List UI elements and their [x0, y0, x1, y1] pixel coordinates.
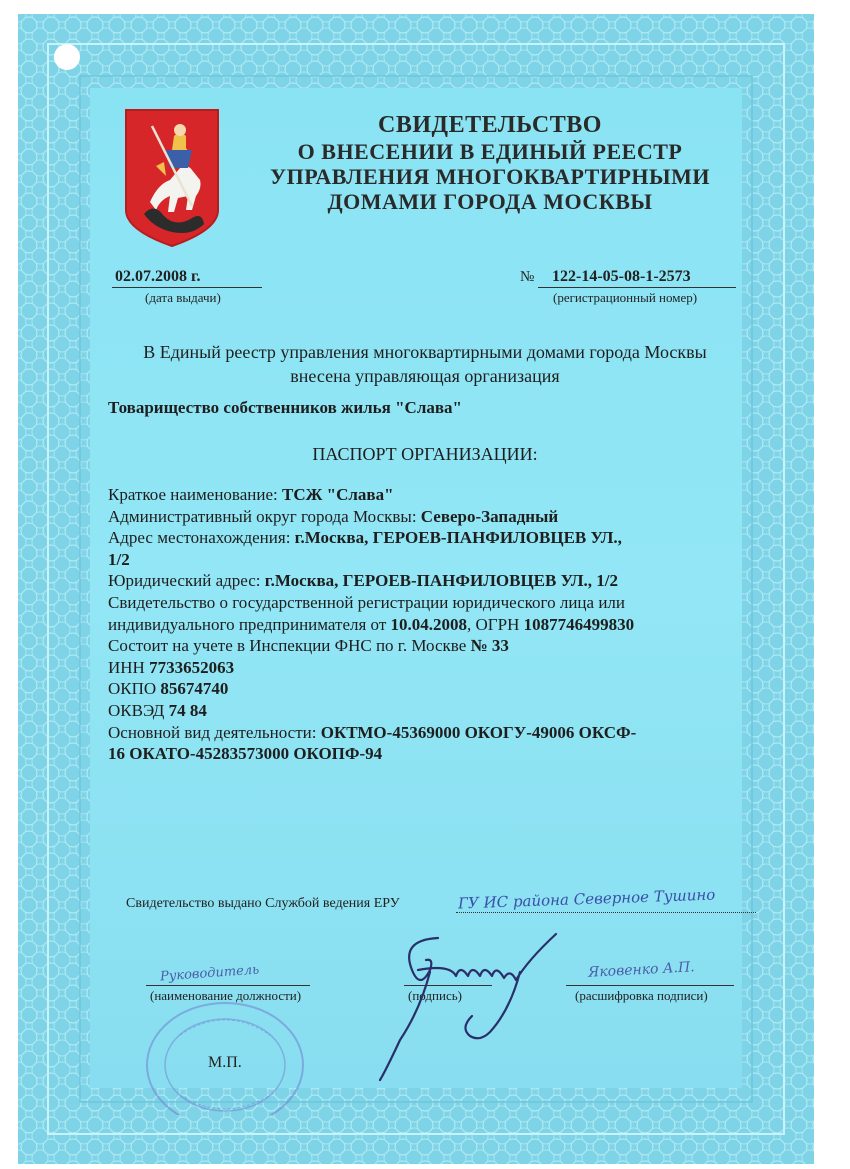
name-handwritten: Яковенко А.П. — [587, 959, 696, 981]
okved-row — [108, 700, 728, 722]
position-line — [146, 985, 310, 986]
short-name-value: ТСЖ "Слава" — [281, 485, 394, 504]
issue-date: 02.07.2008 г. — [115, 268, 201, 285]
issue-date-underline — [112, 287, 262, 288]
okpo-value: 85674740 — [160, 679, 229, 699]
name-line — [566, 985, 734, 986]
ogrn-value: 1087746499830 — [523, 614, 635, 634]
short-name-label: Краткое наименование: — [108, 485, 282, 504]
inn-row — [108, 657, 728, 679]
tax-row — [108, 635, 728, 657]
moscow-coat-of-arms-icon — [122, 106, 222, 250]
registration-date: 10.04.2008 — [390, 614, 468, 634]
registration-number: 122-14-05-08-1-2573 — [552, 268, 691, 285]
location-value-cont: 1/2 — [108, 549, 130, 569]
registration-text-1: Свидетельство о государственной регистрации юридического лица или — [108, 592, 626, 612]
location-value: г.Москва, ГЕРОЕВ-ПАНФИЛОВЦЕВ УЛ., — [294, 528, 622, 548]
registration-row-1 — [108, 592, 728, 614]
registration-number-label: (регистрационный номер) — [553, 290, 698, 305]
district-value: Северо-Западный — [420, 506, 559, 526]
inn-value: 7733652063 — [149, 657, 235, 677]
handwritten-signature — [360, 920, 570, 1090]
name-label: (расшифровка подписи) — [575, 988, 708, 1003]
organization-name: Товарищество собственников жилья "Слава" — [108, 398, 462, 417]
activity-value: ОКТМО-45369000 ОКОГУ-49006 ОКСФ- — [320, 722, 637, 742]
title-line-4: ДОМАМИ ГОРОДА МОСКВЫ — [327, 189, 653, 214]
district-row — [108, 506, 728, 528]
okved-label: ОКВЭД — [108, 700, 169, 720]
location-label: Адрес местонахождения: — [108, 528, 295, 548]
location-row-cont — [108, 549, 728, 571]
legal-address-label: Юридический адрес: — [108, 571, 265, 591]
signature-label: (подпись) — [408, 988, 462, 1003]
location-row — [108, 527, 728, 549]
activity-value-cont: 16 ОКАТО-45283573000 ОКОПФ-94 — [108, 744, 383, 764]
position-label: (наименование должности) — [150, 988, 302, 1003]
okpo-row — [108, 678, 728, 700]
okved-value: 74 84 — [168, 700, 207, 720]
title-line-1: СВИДЕТЕЛЬСТВО — [378, 112, 602, 138]
activity-row-cont — [108, 743, 728, 765]
issue-date-label: (дата выдачи) — [145, 290, 221, 305]
okpo-label: ОКПО — [108, 679, 161, 699]
intro-line-1: В Единый реестр управления многоквартирными домами города Москвы — [143, 342, 707, 362]
organization-passport — [108, 484, 728, 765]
number-sign: № — [520, 269, 535, 285]
short-name-row — [108, 484, 728, 506]
title-line-3: УПРАВЛЕНИЯ МНОГОКВАРТИРНЫМИ — [270, 164, 710, 189]
title-line-2: О ВНЕСЕНИИ В ЕДИНЫЙ РЕЕСТР — [297, 139, 683, 164]
issued-by-text: Свидетельство выдано Службой ведения ЕРУ — [126, 896, 400, 911]
tax-label: Состоит на учете в Инспекции ФНС по г. Москве — [108, 636, 471, 656]
activity-row — [108, 722, 728, 744]
legal-address-value: г.Москва, ГЕРОЕВ-ПАНФИЛОВЦЕВ УЛ., 1/2 — [264, 571, 618, 591]
intro-line-2: внесена управляющая организация — [290, 366, 560, 386]
inn-label: ИНН — [108, 657, 150, 677]
punch-hole — [54, 44, 80, 70]
ogrn-label: , ОГРН — [467, 614, 524, 634]
passport-heading: ПАСПОРТ ОРГАНИЗАЦИИ: — [312, 444, 538, 464]
tax-value: № 33 — [470, 636, 509, 656]
registration-text-2: индивидуального предпринимателя от — [108, 614, 391, 634]
district-label: Административный округ города Москвы: — [108, 506, 421, 526]
stamp-mark: М.П. — [208, 1054, 242, 1071]
legal-address-row — [108, 570, 728, 592]
issued-by-handwritten: ГУ ИС района Северное Тушино — [457, 885, 716, 913]
activity-label: Основной вид деятельности: — [108, 722, 321, 742]
registration-number-underline — [538, 287, 736, 288]
issued-by-underline — [456, 912, 756, 913]
position-handwritten: Руководитель — [159, 962, 260, 985]
registration-row-2 — [108, 614, 728, 636]
